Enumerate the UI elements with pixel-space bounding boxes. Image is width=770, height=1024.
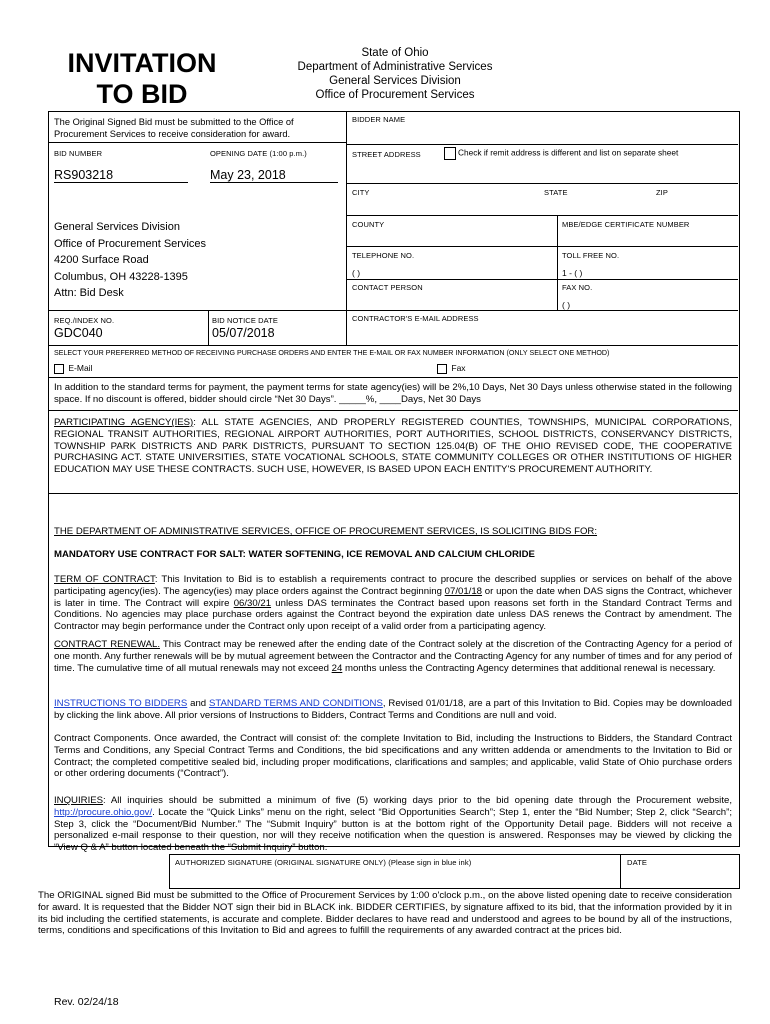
bid-notice-label: BID NOTICE DATE: [212, 316, 278, 325]
remit-checkbox[interactable]: Check if remit address is different and list on separate sheet: [444, 147, 678, 160]
remit-checkbox-box[interactable]: [444, 147, 456, 160]
fax-label: FAX NO.: [562, 283, 593, 292]
signature-label: AUTHORIZED SIGNATURE (ORIGINAL SIGNATURE ONLY) (Please sign in blue ink): [175, 858, 472, 867]
fax-checkbox[interactable]: [437, 364, 447, 374]
zip-label: ZIP: [656, 188, 668, 197]
mbe-label: MBE/EDGE CERTIFICATE NUMBER: [562, 220, 690, 229]
bidder-name-label: BIDDER NAME: [352, 115, 406, 124]
revision-date: Rev. 02/24/18: [54, 996, 119, 1008]
payment-terms: In addition to the standard terms for payment, the payment terms for state agency(ies) will be 2%,10 Days, Net 30 Days unless otherwise stated in the following space. If no discount is offered, bidder should circle “Net 30 Days”. _____%, ____Days, Net 30 Days: [54, 382, 732, 405]
mailing-address: General Services Division Office of Procurement Services 4200 Surface Road Columbus, OH 43228-1395 Attn: Bid Desk: [54, 221, 207, 299]
street-address-label: STREET ADDRESS: [352, 150, 421, 159]
date-label: DATE: [627, 858, 648, 867]
footer-note: The ORIGINAL signed Bid must be submitted to the Office of Procurement Services by 1:00 o'clock p.m., on the above listed opening date to receive consideration for award. It is requested that the Bidder NOT sign their bid in BLACK ink. BIDDER CERTIFIES, by signature affixed to its bid, that the information provided by it in its bid including the certified statements, is accurate and complete. Bidder declares to have read and understood and agrees to be bound by all of the instructions, terms, conditions and specifications of this Invitation to Bid and agrees to fulfill the requirements of any awarded contract at the prices bid.: [38, 890, 732, 937]
fax-paren: ( ): [562, 300, 571, 310]
agency-header: State of Ohio Department of Administrative Services General Services Division Office of Procurement Services: [297, 47, 493, 101]
bid-number: RS903218: [54, 168, 114, 182]
instructions-link[interactable]: INSTRUCTIONS TO BIDDERS: [54, 698, 188, 709]
document-title: INVITATION TO BID: [67, 48, 217, 109]
email-address-label: CONTRACTOR'S E-MAIL ADDRESS: [352, 314, 479, 323]
instructions-paragraph: INSTRUCTIONS TO BIDDERS and STANDARD TERMS AND CONDITIONS, Revised 01/01/18, are a part of this Invitation to Bid. Copies may be downloaded by clicking the link above. All prior versions of Instructions to Bidders, Contract Terms and Conditions are null and void.: [54, 698, 732, 721]
telephone-label: TELEPHONE NO.: [352, 251, 415, 260]
procurement-website-link[interactable]: http://procure.ohio.gov/: [54, 806, 153, 818]
contract-components: Contract Components. Once awarded, the Contract will consist of: the complete Invitation to Bid, including the Instructions to Bidders, the Standard Contract Terms and Conditions, any Special Contract Terms and Conditions, the bid specifications and any written addenda or amendments to the Invitation to Bid or Contract; the completed competitive sealed bid, including proper modifications, clarifications and samples; and applicable, valid State of Ohio purchase orders or other ordering documents (“Contract”).: [54, 733, 732, 780]
term-of-contract: TERM OF CONTRACT: This Invitation to Bid is to establish a requirements contract to procure the described supplies or services on behalf of the above participating agency(ies). The agency(ies) may place orders against the Contract beginning 07/01/18 or upon the date when DAS signs the Contract, whichever is later in time. The Contract will expire 06/30/21 unless DAS terminates the Contract based upon reasons set forth in the Standard Contract Terms and Conditions. No agencies may place purchase orders against the Contract beyond the expiration date unless DAS renews the Contract by amendment. The Contractor may begin performance under the Contract only upon receipt of a valid order from a participating agency.: [54, 574, 732, 633]
submit-note: The Original Signed Bid must be submitted to the Office of Procurement Services to receive consideration for award.: [54, 117, 294, 139]
opening-date-label: OPENING DATE (1:00 p.m.): [210, 149, 307, 158]
fax-option[interactable]: Fax: [437, 363, 466, 374]
state-label: STATE: [544, 188, 568, 197]
soliciting-line: THE DEPARTMENT OF ADMINISTRATIVE SERVICES, OFFICE OF PROCUREMENT SERVICES, IS SOLICITING BIDS FOR:: [54, 526, 598, 537]
bid-notice-value: 05/07/2018: [212, 326, 275, 340]
req-index-label: REQ./INDEX NO.: [54, 316, 115, 325]
participating-agencies: PARTICIPATING AGENCY(IES): ALL STATE AGENCIES, AND PROPERLY REGISTERED COUNTIES, TOWNSHIPS, MUNICIPAL CORPORATIONS, REGIONAL TRANSIT AUTHORITIES, REGIONAL AIRPORT AUTHORITIES, PORT AUTHORITIES, SCHOOL DISTRICTS, CONSERVANCY DISTRICTS, TOWNSHIP PARK DISTRICTS AND PARK DISTRICTS, PURSUANT TO SECTION 125.04(B) OF THE OHIO REVISED CODE, THE COOPERATIVE PURCHASING ACT. STATE UNIVERSITIES, STATE VOCATIONAL SCHOOLS, STATE COMMUNITY COLLEGES OR OTHER INSTITUTIONS OF HIGHER EDUCATION MAY USE THESE CONTRACTS. SUCH USE, HOWEVER, IS BASED UPON EACH ENTITY'S PROCUREMENT AUTHORITY.: [54, 417, 732, 476]
method-label: SELECT YOUR PREFERRED METHOD OF RECEIVING PURCHASE ORDERS AND ENTER THE E-MAIL OR FAX NUMBER INFORMATION (ONLY SELECT ONE METHOD): [54, 349, 610, 357]
email-option[interactable]: E-Mail: [54, 363, 92, 374]
req-index-value: GDC040: [54, 326, 103, 340]
contact-person-label: CONTACT PERSON: [352, 283, 423, 292]
city-label: CITY: [352, 188, 370, 197]
tollfree-value: 1 - ( ): [562, 268, 583, 278]
email-checkbox[interactable]: [54, 364, 64, 374]
standard-terms-link[interactable]: STANDARD TERMS AND CONDITIONS: [208, 698, 383, 709]
opening-date: May 23, 2018: [210, 168, 286, 182]
telephone-paren: ( ): [352, 268, 361, 278]
contract-renewal: CONTRACT RENEWAL. This Contract may be renewed after the ending date of the Contract solely at the discretion of the Contracting Agency for a period of one month. Any further renewals will be by mutual agreement between the Contractor and the Contracting Agency for any number of times and for any period of time. The cumulative time of all mutual renewals may not exceed 24 months unless the Contracting Agency determines that additional renewal is necessary.: [54, 639, 732, 674]
county-label: COUNTY: [352, 220, 385, 229]
tollfree-label: TOLL FREE NO.: [562, 251, 620, 260]
bid-number-label: BID NUMBER: [54, 149, 103, 158]
contract-title: MANDATORY USE CONTRACT FOR SALT: WATER SOFTENING, ICE REMOVAL AND CALCIUM CHLORIDE: [54, 549, 535, 560]
inquiries: INQUIRIES: All inquiries should be submitted a minimum of five (5) working days prior to the bid opening date through the Procurement website, http://procure.ohio.gov/. Locate the “Quick Links” menu on the right, select “Bid Opportunities Search”; Step 1, enter the “Bid Number; Step 2, click “Search”; Step 3, click the “Document/Bid Number.” The “Submit Inquiry” button is at the bottom right of the Opportunity Detail page. Bidders will not receive a personalized e-mail response to their question, nor will they receive notification when the question is answered. Responses may be viewed by clicking the “View Q & A” button located beneath the “Submit Inquiry” button.: [54, 795, 732, 854]
